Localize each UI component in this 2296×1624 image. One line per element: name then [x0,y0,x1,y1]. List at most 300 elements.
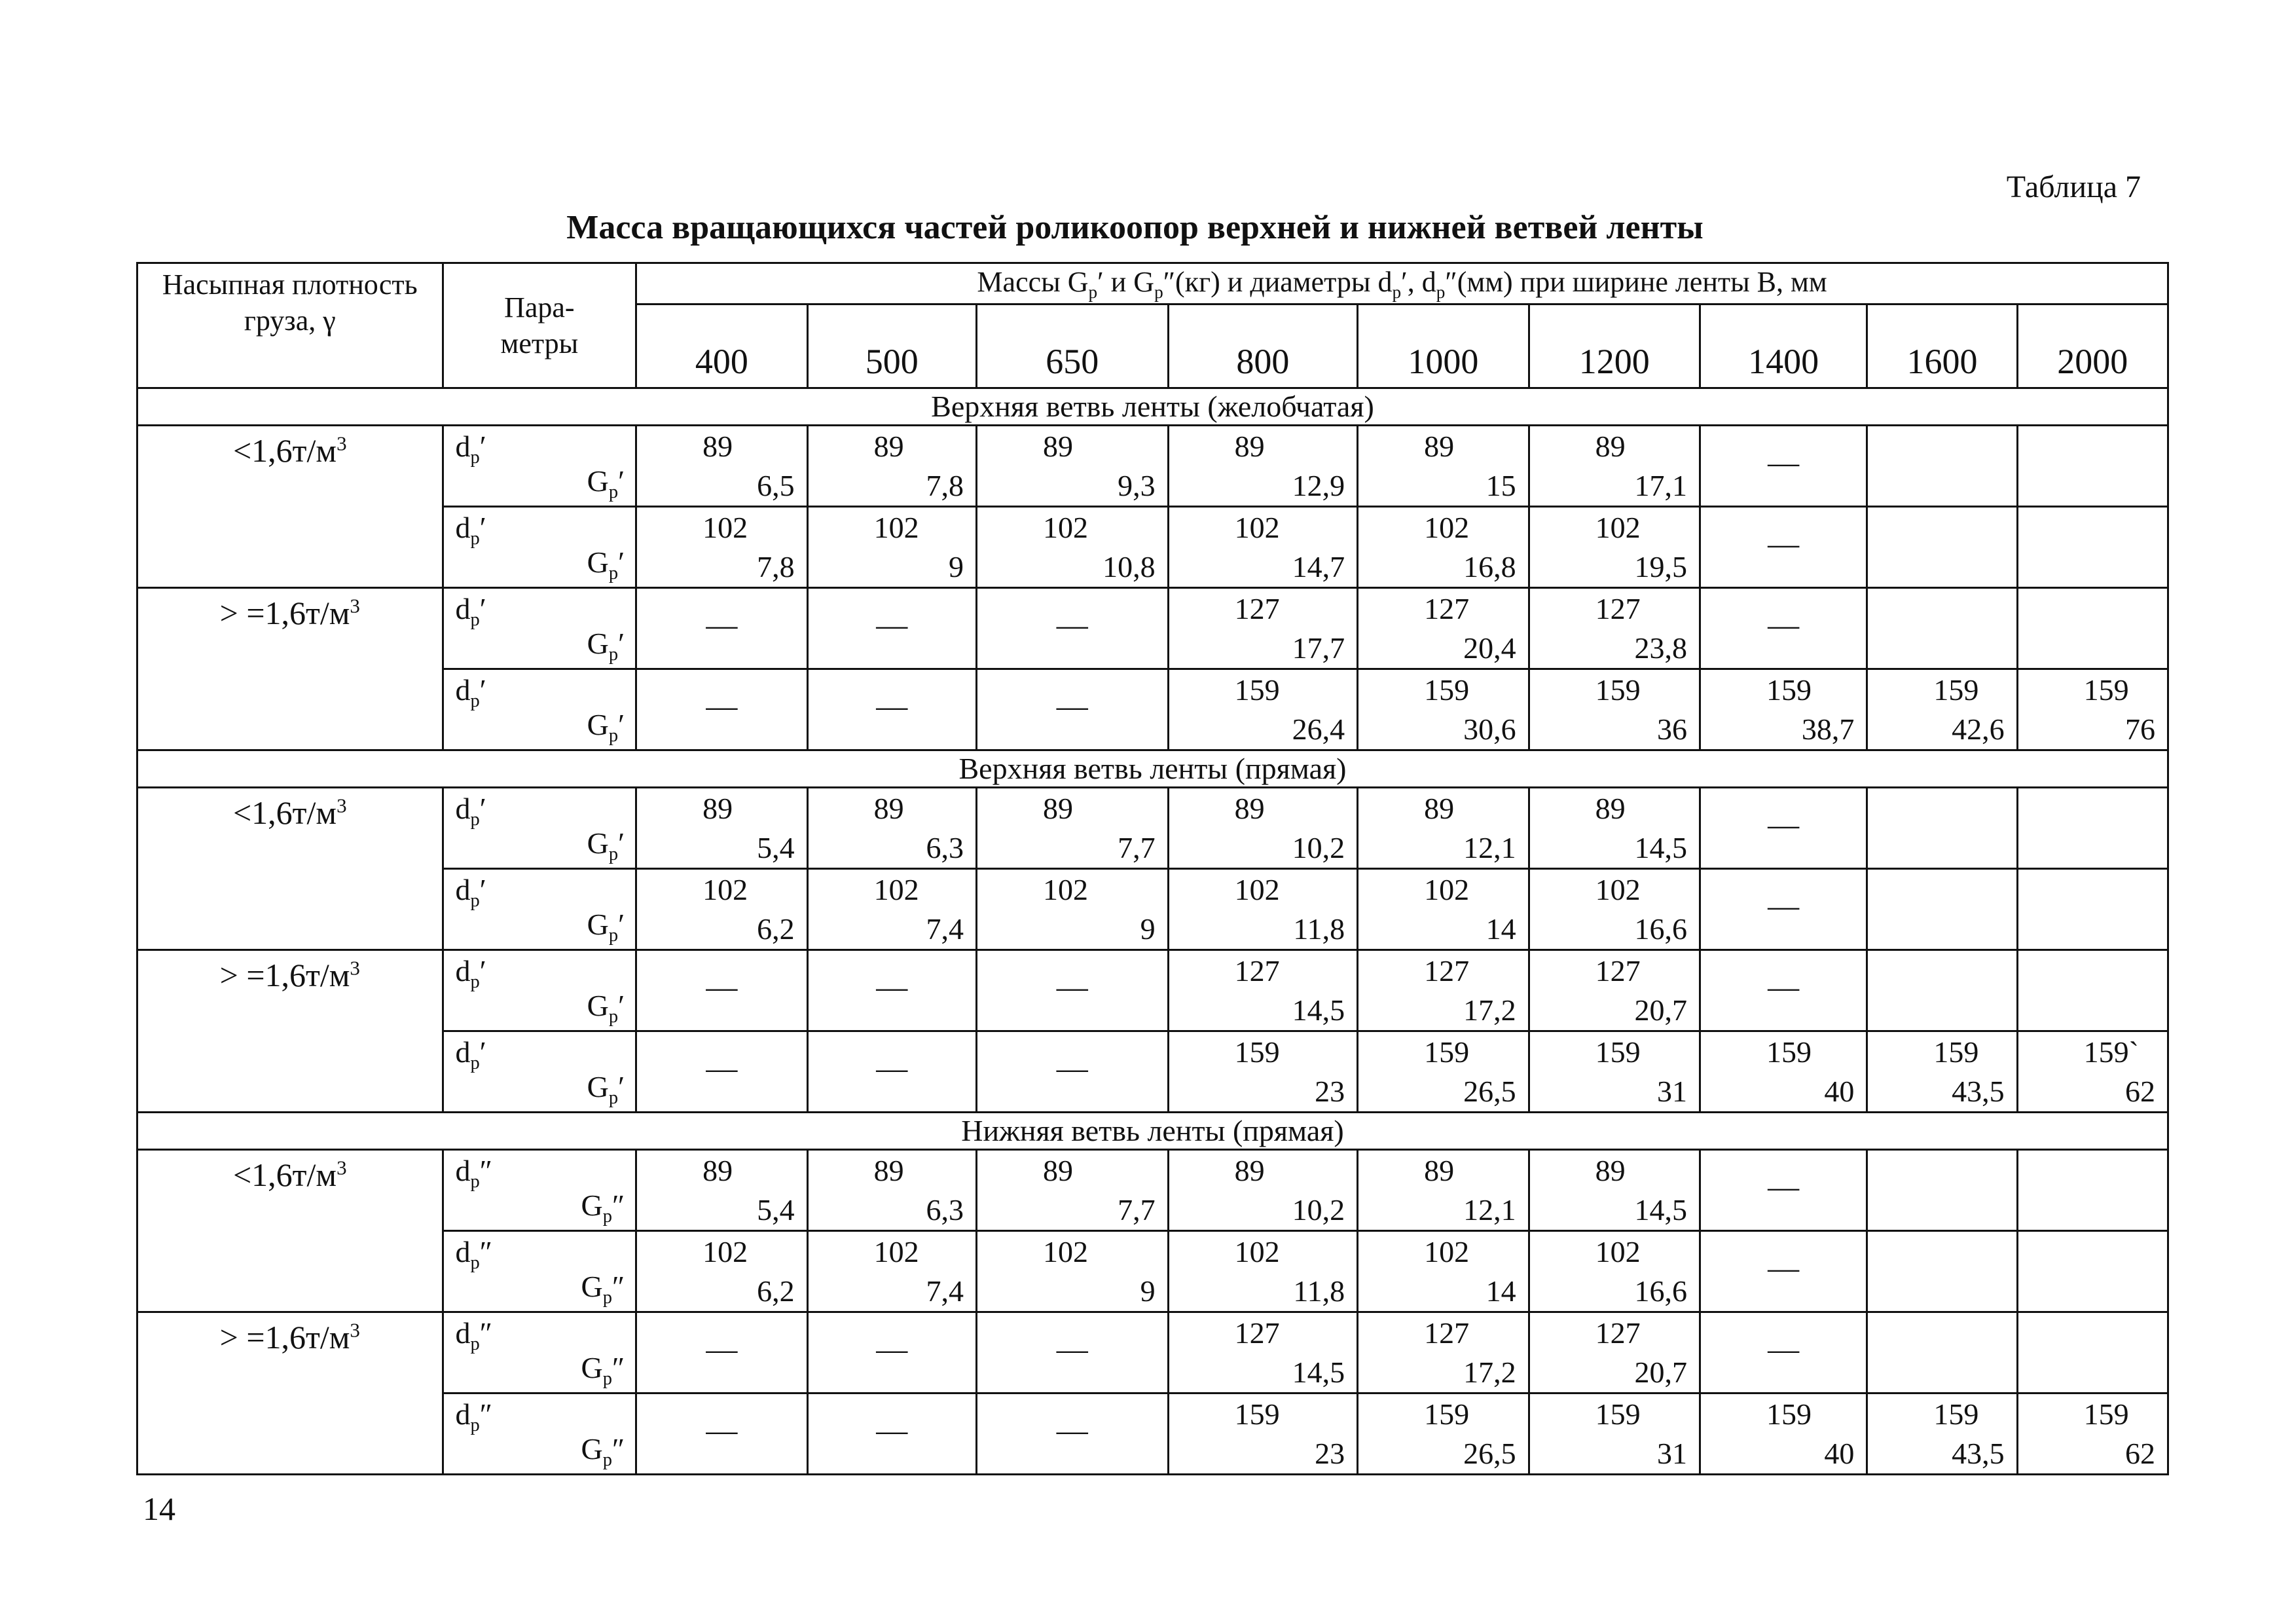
value-cell [636,950,807,1031]
width-header-cell: 1400 [1700,304,1867,388]
dash-value: — [1768,807,1800,842]
value-cell [807,425,976,506]
value-cell [1358,868,1529,950]
mass-value: 14 [1485,1274,1516,1308]
diameter-value: 159 [1234,1397,1280,1431]
dash-value: — [1768,888,1800,923]
value-cell [1700,425,1867,506]
mass-value: 7,8 [757,549,795,583]
value-cell [1867,587,2017,669]
value-cell [1700,868,1867,950]
value-cell [807,787,976,868]
dash-value: — [706,607,738,642]
mass-value: 14,5 [1292,1355,1345,1389]
dash-value: — [1768,1250,1800,1285]
diameter-value: 89 [873,1153,904,1187]
value-cell [807,669,976,750]
mass-value: 6,3 [926,1192,964,1227]
diameter-value: 102 [1042,1234,1088,1268]
dash-value: — [1768,607,1800,642]
density-cell: > $=1,6т/м^3$ [137,950,443,1112]
param-mass: $G_p''$ [581,1188,625,1227]
mass-value: 7,8 [926,468,964,502]
mass-value: 26,4 [1292,712,1345,746]
diameter-value: 102 [702,1234,748,1268]
value-cell [1168,1393,1358,1474]
value-cell [1867,669,2017,750]
dash-value: — [706,969,738,1005]
density-header-text: Насыпная плотность груза, γ [162,268,418,337]
value-cell [807,587,976,669]
dash-value: — [1056,1412,1088,1448]
value-cell [1168,1149,1358,1230]
dash-value: — [876,1331,908,1367]
mass-value: 20,7 [1634,993,1687,1027]
mass-value: 23,8 [1634,631,1687,665]
value-cell [1867,787,2017,868]
width-header-cell: 400 [636,304,807,388]
value-cell [1358,950,1529,1031]
value-cell [1168,950,1358,1031]
value-cell [1867,1312,2017,1393]
value-cell [807,1031,976,1112]
value-cell [1529,669,1700,750]
value-cell [636,1393,807,1474]
value-cell [2017,506,2168,587]
diameter-value: 127 [1424,953,1470,987]
mass-value: 6,2 [757,912,795,946]
param-mass: $G_p'$ [587,545,625,583]
dash-value: — [1768,526,1800,561]
table-row [137,587,2168,669]
value-cell [2017,1031,2168,1112]
mass-value: 20,4 [1463,631,1516,665]
mass-value: 10,8 [1102,549,1156,583]
value-cell [976,1149,1168,1230]
value-cell [1168,1230,1358,1312]
mass-value: 17,2 [1463,993,1516,1027]
dash-value: — [876,1412,908,1448]
mass-value: 11,8 [1293,912,1345,946]
dash-value: — [1056,1331,1088,1367]
diameter-value: 89 [1234,429,1265,463]
mass-value: 14 [1485,912,1516,946]
diameter-value: 159 [1766,1397,1812,1431]
value-cell [807,1393,976,1474]
value-cell [976,425,1168,506]
mass-value: 11,8 [1293,1274,1345,1308]
param-diameter: $d_p'$ [455,510,486,549]
value-cell [1529,506,1700,587]
density-cell: > $=1,6т/м^3$ [137,587,443,750]
mass-value: 10,2 [1292,1192,1345,1227]
width-span-header-text: Массы $G_p'$ и $G_p''(кг)$ и диаметры $d_p'$, $d_p''(мм)$ при ширине ленты B, мм [977,266,1827,302]
width-header-cell: 1000 [1358,304,1529,388]
value-cell [1867,506,2017,587]
diameter-value: 127 [1234,591,1280,625]
value-cell [1700,1149,1867,1230]
value-cell [807,1230,976,1312]
diameter-value: 159 [1933,1397,1979,1431]
param-mass: $G_p'$ [587,988,625,1027]
value-cell [976,506,1168,587]
diameter-value: 127 [1595,953,1641,987]
table-row [137,1312,2168,1393]
param-diameter: $d_p'$ [455,429,486,468]
mass-value: 6,5 [757,468,795,502]
value-cell [636,1149,807,1230]
params-header-text: Пара- метры [500,291,579,360]
dash-value: — [876,607,908,642]
diameter-value: 127 [1234,953,1280,987]
table-row [137,787,2168,868]
value-cell [807,506,976,587]
value-cell [1358,587,1529,669]
width-header-cell: 500 [807,304,976,388]
diameter-value: 89 [1595,791,1626,825]
value-cell [976,587,1168,669]
mass-value: 16,8 [1463,549,1516,583]
mass-value: 19,5 [1634,549,1687,583]
dash-value: — [706,1331,738,1367]
diameter-value: 102 [1234,872,1280,906]
diameter-value: 89 [1042,1153,1073,1187]
value-cell [1168,1312,1358,1393]
diameter-value: 102 [1424,510,1470,544]
param-mass: $G_p'$ [587,626,625,665]
value-cell [1700,1393,1867,1474]
diameter-value: 102 [873,510,919,544]
value-cell [1168,587,1358,669]
diameter-value: 89 [702,791,733,825]
diameter-value: 89 [1424,791,1455,825]
value-cell [1867,1393,2017,1474]
mass-value: 12,1 [1463,830,1516,864]
width-header-cell: 1200 [1529,304,1700,388]
value-cell [2017,669,2168,750]
param-mass: $G_p'$ [587,826,625,864]
dash-value: — [1056,1050,1088,1086]
value-cell [1867,950,2017,1031]
param-diameter: $d_p''$ [455,1234,492,1274]
value-cell [2017,425,2168,506]
value-cell [1529,950,1700,1031]
diameter-value: 89 [1042,429,1073,463]
diameter-value: 159 [1424,1035,1470,1069]
dash-value: — [876,688,908,724]
param-diameter: $d_p'$ [455,1035,486,1074]
diameter-value: 89 [1424,1153,1455,1187]
param-cell [443,787,636,868]
value-cell [1700,950,1867,1031]
value-cell [1867,1230,2017,1312]
param-mass: $G_p''$ [581,1431,625,1470]
value-cell [1867,1149,2017,1230]
value-cell [2017,868,2168,950]
dash-value: — [1768,1331,1800,1367]
section-title: Верхняя ветвь ленты (желобчатая) [137,388,2168,425]
param-cell [443,1230,636,1312]
mass-value: 9 [948,549,964,583]
width-header-cell: 1600 [1867,304,2017,388]
value-cell [636,1230,807,1312]
value-cell [976,1312,1168,1393]
diameter-value: 102 [1234,1234,1280,1268]
mass-value: 62 [2125,1074,2155,1108]
diameter-value: 127 [1234,1316,1280,1350]
param-mass: $G_p'$ [587,907,625,946]
value-cell [2017,587,2168,669]
diameter-value: 89 [873,791,904,825]
mass-value: 9 [1140,1274,1156,1308]
param-cell [443,1393,636,1474]
mass-value: 7,7 [1118,830,1156,864]
value-cell [636,868,807,950]
value-cell [807,950,976,1031]
diameter-value: 159` [2083,1035,2139,1069]
value-cell [636,587,807,669]
mass-value: 7,7 [1118,1192,1156,1227]
param-cell [443,425,636,506]
mass-value: 43,5 [1952,1436,2005,1470]
diameter-value: 159 [1595,673,1641,707]
param-diameter: $d_p''$ [455,1397,492,1436]
param-mass: $G_p''$ [581,1350,625,1389]
diameter-value: 159 [1595,1397,1641,1431]
param-cell [443,1031,636,1112]
table-row [137,950,2168,1031]
value-cell [1700,1031,1867,1112]
param-diameter: $d_p'$ [455,791,486,830]
value-cell [807,1149,976,1230]
value-cell [1168,787,1358,868]
density-cell: $<1,6т/м^3$ [137,1149,443,1312]
mass-value: 14,5 [1292,993,1345,1027]
section-row [137,388,2168,425]
diameter-value: 127 [1595,591,1641,625]
mass-value: 30,6 [1463,712,1516,746]
dash-value: — [706,688,738,724]
value-cell [636,787,807,868]
value-cell [2017,950,2168,1031]
mass-value: 9 [1140,912,1156,946]
value-cell [1700,669,1867,750]
value-cell [807,1312,976,1393]
section-title: Нижняя ветвь ленты (прямая) [137,1112,2168,1149]
value-cell [2017,1149,2168,1230]
mass-value: 6,2 [757,1274,795,1308]
diameter-value: 89 [873,429,904,463]
value-cell [1529,1149,1700,1230]
density-cell: $<1,6т/м^3$ [137,425,443,587]
dash-value: — [876,969,908,1005]
value-cell [1358,669,1529,750]
mass-value: 26,5 [1463,1074,1516,1108]
table-row [137,1149,2168,1230]
diameter-value: 159 [1766,1035,1812,1069]
diameter-value: 159 [1424,673,1470,707]
diameter-value: 127 [1424,1316,1470,1350]
mass-value: 31 [1656,1436,1687,1470]
mass-value: 17,2 [1463,1355,1516,1389]
diameter-value: 102 [702,510,748,544]
mass-value: 76 [2125,712,2155,746]
diameter-value: 127 [1595,1316,1641,1350]
mass-value: 7,4 [926,912,964,946]
diameter-value: 127 [1424,591,1470,625]
section-row [137,1112,2168,1149]
mass-value: 17,7 [1292,631,1345,665]
mass-value: 5,4 [757,1192,795,1227]
value-cell [1168,425,1358,506]
value-cell [1529,1393,1700,1474]
dash-value: — [706,1050,738,1086]
param-cell [443,1312,636,1393]
param-cell [443,1149,636,1230]
mass-value: 12,1 [1463,1192,1516,1227]
value-cell [636,669,807,750]
value-cell [1700,587,1867,669]
value-cell [636,1312,807,1393]
mass-value: 9,3 [1118,468,1156,502]
diameter-value: 159 [1234,1035,1280,1069]
value-cell [1700,506,1867,587]
value-cell [2017,1230,2168,1312]
diameter-value: 159 [2083,673,2129,707]
value-cell [1867,425,2017,506]
value-cell [1700,1230,1867,1312]
mass-value: 62 [2125,1436,2155,1470]
mass-value: 15 [1485,468,1516,502]
page-title [0,208,2296,247]
value-cell [2017,1312,2168,1393]
diameter-value: 102 [1424,872,1470,906]
diameter-value: 102 [1595,510,1641,544]
mass-value: 14,5 [1634,830,1687,864]
value-cell [1168,1031,1358,1112]
value-cell [1529,425,1700,506]
diameter-value: 102 [1595,1234,1641,1268]
dash-value: — [876,1050,908,1086]
value-cell [976,669,1168,750]
params-header [443,263,636,388]
diameter-value: 102 [1234,510,1280,544]
value-cell [976,787,1168,868]
value-cell [2017,787,2168,868]
dash-value: — [706,1412,738,1448]
mass-value: 40 [1824,1074,1855,1108]
mass-value: 23 [1315,1436,1345,1470]
value-cell [2017,1393,2168,1474]
mass-value: 7,4 [926,1274,964,1308]
param-diameter: $d_p'$ [455,673,486,712]
mass-value: 14,5 [1634,1192,1687,1227]
param-cell [443,587,636,669]
value-cell [1529,1312,1700,1393]
param-mass: $G_p''$ [581,1269,625,1308]
param-diameter: $d_p''$ [455,1153,492,1192]
mass-value: 43,5 [1952,1074,2005,1108]
value-cell [976,950,1168,1031]
section-title: Верхняя ветвь ленты (прямая) [137,750,2168,787]
diameter-value: 89 [1424,429,1455,463]
value-cell [1867,1031,2017,1112]
value-cell [636,425,807,506]
param-mass: $G_p'$ [587,464,625,502]
width-header-cell: 650 [976,304,1168,388]
value-cell [636,506,807,587]
page-number: 14 [143,1490,175,1527]
mass-value: 10,2 [1292,830,1345,864]
diameter-value: 89 [1042,791,1073,825]
value-cell [1358,1393,1529,1474]
mass-value: 26,5 [1463,1436,1516,1470]
section-row [137,750,2168,787]
density-cell: > $=1,6т/м^3$ [137,1312,443,1474]
value-cell [1358,1312,1529,1393]
value-cell [976,868,1168,950]
mass-value: 42,6 [1952,712,2005,746]
diameter-value: 89 [1234,791,1265,825]
diameter-value: 159 [1933,1035,1979,1069]
value-cell [1529,787,1700,868]
density-cell: $<1,6т/м^3$ [137,787,443,950]
param-cell [443,868,636,950]
param-mass: $G_p'$ [587,707,625,746]
diameter-value: 89 [1595,429,1626,463]
mass-value: 23 [1315,1074,1345,1108]
mass-value: 38,7 [1801,712,1855,746]
diameter-value: 102 [1424,1234,1470,1268]
value-cell [1529,868,1700,950]
param-diameter: $d_p''$ [455,1316,492,1355]
mass-value: 12,9 [1292,468,1345,502]
dash-value: — [1056,607,1088,642]
value-cell [1700,787,1867,868]
diameter-value: 102 [1042,872,1088,906]
value-cell [636,1031,807,1112]
value-cell [1529,587,1700,669]
diameter-value: 102 [1042,510,1088,544]
mass-value: 6,3 [926,830,964,864]
param-cell [443,950,636,1031]
diameter-value: 102 [873,872,919,906]
width-span-header [636,263,2168,304]
diameter-value: 89 [1595,1153,1626,1187]
density-header [137,263,443,388]
dash-value: — [1056,688,1088,724]
page-title-text: Масса вращающихся частей роликоопор верхней и нижней ветвей ленты [566,209,1704,246]
value-cell [1358,787,1529,868]
value-cell [1358,1230,1529,1312]
diameter-value: 102 [702,872,748,906]
mass-value: 5,4 [757,830,795,864]
value-cell [1867,868,2017,950]
diameter-value: 89 [702,1153,733,1187]
param-diameter: $d_p'$ [455,591,486,631]
table-row [137,425,2168,506]
param-cell [443,506,636,587]
mass-value: 31 [1656,1074,1687,1108]
dash-value: — [1056,969,1088,1005]
mass-value: 14,7 [1292,549,1345,583]
param-diameter: $d_p'$ [455,953,486,993]
diameter-value: 159 [1424,1397,1470,1431]
value-cell [1168,868,1358,950]
diameter-value: 159 [1766,673,1812,707]
value-cell [976,1393,1168,1474]
param-diameter: $d_p'$ [455,872,486,912]
